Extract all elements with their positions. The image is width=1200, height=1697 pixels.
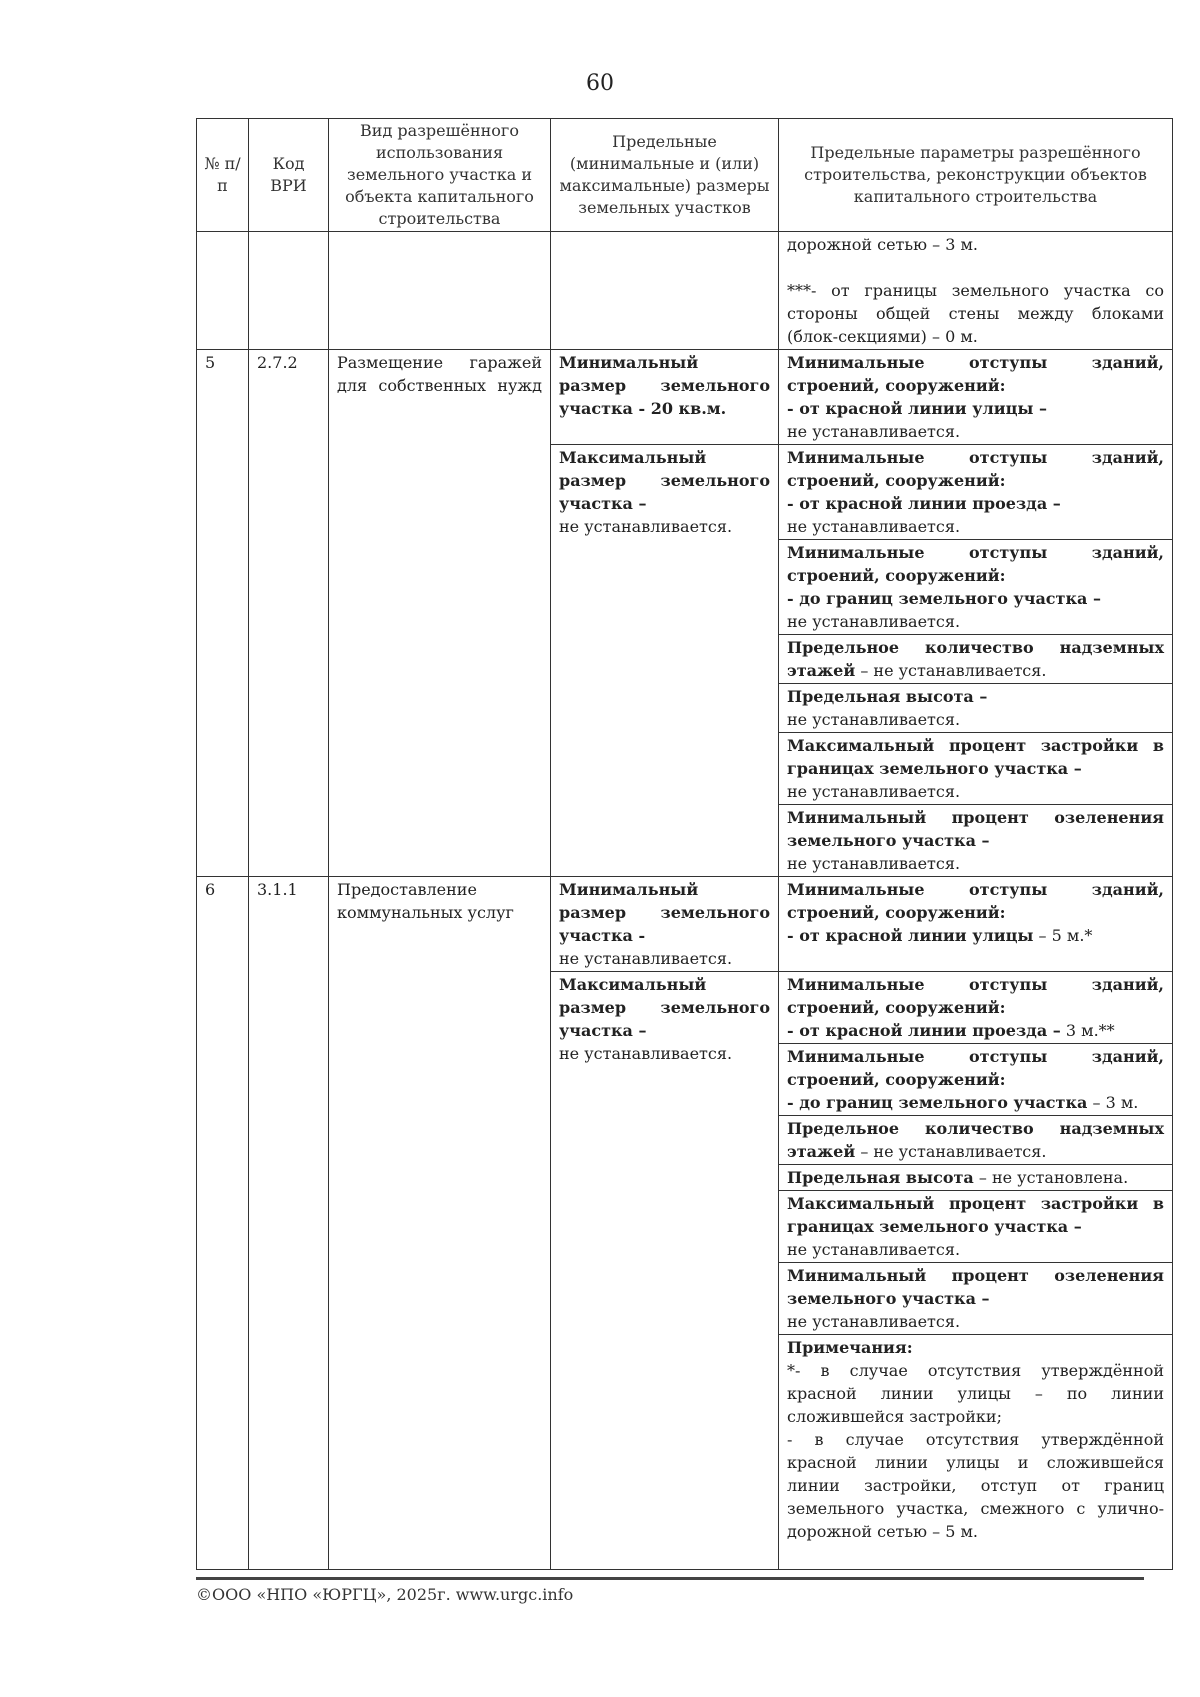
header-code: Код ВРИ [249,119,329,232]
header-type: Вид разрешённого использования земельного участка и объекта капитального строительства [329,119,551,232]
continuation-note: ***- от границы земельного участка со стороны общей стены между блоками (блок-секциями) – 0 м. [787,281,1164,346]
size-min-cell: Минимальный размер земельного участка - не устанавливается. [551,877,779,972]
param-cell: Минимальные отступы зданий, строений, сооружений: - от красной линии улицы – 5 м.* [779,877,1173,972]
param-cell: Минимальные отступы зданий, строений, сооружений: - от красной линии улицы – не устанавливается. [779,350,1173,445]
table-row-continuation [197,232,1173,350]
note-item: *- в случае отсутствия утверждённой красной линии улицы – по линии сложившейся застройки; [787,1361,1164,1426]
footer-divider [196,1577,1144,1580]
param-cell: Минимальные отступы зданий, строений, сооружений: - от красной линии проезда – 3 м.** [779,972,1173,1044]
param-cell: Минимальный процент озеленения земельного участка – не устанавливается. [779,805,1173,877]
table-row [197,877,1173,972]
header-params: Предельные параметры разрешённого строительства, реконструкции объектов капитального строительства [779,119,1173,232]
header-size: Предельные (минимальные и (или) максимальные) размеры земельных участков [551,119,779,232]
row-number: 6 [197,877,249,1570]
row-number: 5 [197,350,249,877]
header-num: № п/п [197,119,249,232]
param-cell: Максимальный процент застройки в границах земельного участка – не устанавливается. [779,733,1173,805]
footer-copyright: ©ООО «НПО «ЮРГЦ», 2025г. www.urgc.info [196,1585,574,1604]
param-cell: Максимальный процент застройки в границах земельного участка – не устанавливается. [779,1191,1173,1263]
note-item: - в случае отсутствия утверждённой красной линии улицы и сложившейся линии застройки, отступ от границ земельного участка, смежного с улично-дорожной сетью – 5 м. [787,1430,1164,1541]
vri-code: 3.1.1 [249,877,329,1570]
table-header-row [197,119,1173,232]
size-min-cell: Минимальный размер земельного участка - 20 кв.м. [551,350,779,445]
param-cell: Предельное количество надземных этажей – не устанавливается. [779,635,1173,684]
param-cell: Минимальные отступы зданий, строений, сооружений: - от красной линии проезда – не устанавливается. [779,445,1173,540]
param-cell: Предельная высота – не устанавливается. [779,684,1173,733]
continuation-line: дорожной сетью – 3 м. [787,235,979,254]
param-cell: Минимальный процент озеленения земельного участка – не устанавливается. [779,1263,1173,1335]
param-cell: Предельное количество надземных этажей – не устанавливается. [779,1116,1173,1165]
use-type: Размещение гаражей для собственных нужд [329,350,551,877]
zoning-regulations-table [196,118,1173,1570]
notes-title: Примечания: [787,1338,913,1357]
size-max-cell: Максимальный размер земельного участка – не устанавливается. [551,972,779,1570]
param-cell: Предельная высота – не установлена. [779,1165,1173,1191]
param-cell: Минимальные отступы зданий, строений, сооружений: - до границ земельного участка – не устанавливается. [779,540,1173,635]
size-max-cell: Максимальный размер земельного участка – не устанавливается. [551,445,779,877]
page-number: 60 [586,71,614,96]
param-cell [779,232,1173,350]
table-row [197,350,1173,445]
vri-code: 2.7.2 [249,350,329,877]
param-cell: Минимальные отступы зданий, строений, сооружений: - до границ земельного участка – 3 м. [779,1044,1173,1116]
notes-cell [779,1335,1173,1570]
use-type: Предоставление коммунальных услуг [329,877,551,1570]
